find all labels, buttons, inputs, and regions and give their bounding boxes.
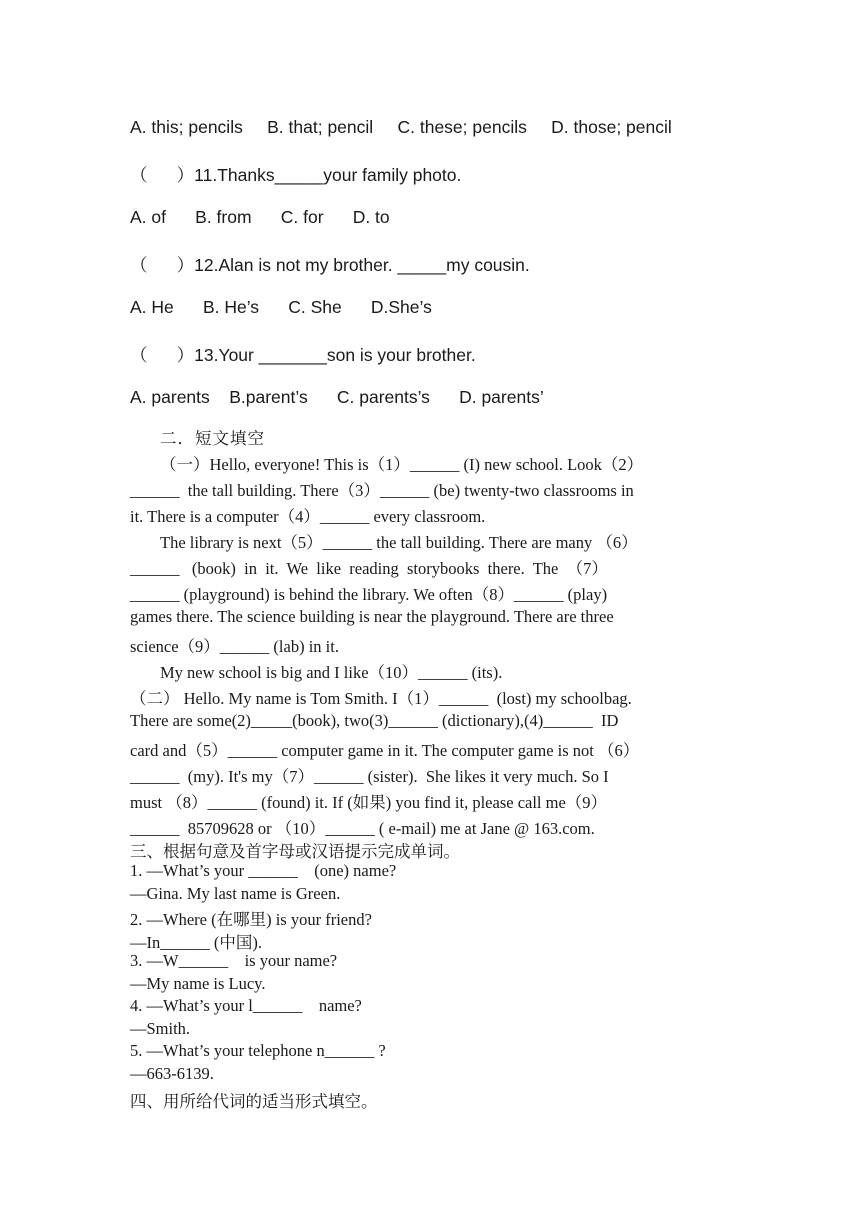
q13-options: A. parents B.parent’s C. parents’s D. parents’ (130, 387, 544, 407)
passage2-line: ______ (my). It's my（7）______ (sister). She likes it very much. So I (130, 767, 609, 786)
passage2-line: （二） Hello. My name is Tom Smith. I（1）______ (lost) my schoolbag. (130, 689, 632, 708)
section2-heading: 二．短文填空 (160, 429, 265, 448)
passage1-line: ______ (book) in it. We like reading storybooks there. The （7） (130, 559, 608, 578)
q12-question: （ ）12.Alan is not my brother. _____my cousin. (130, 255, 530, 275)
passage1-line: ______ (playground) is behind the library. We often（8）______ (play) (130, 585, 608, 604)
q13-question: （ ）13.Your _______son is your brother. (130, 345, 476, 365)
section4-heading: 四、用所给代词的适当形式填空。 (130, 1092, 378, 1111)
q12-options: A. He B. He’s C. She D.She’s (130, 297, 432, 317)
passage1-line: The library is next（5）______ the tall building. There are many （6） (160, 533, 638, 552)
passage1-line: science（9）______ (lab) in it. (130, 637, 339, 656)
q11-question: （ ）11.Thanks_____your family photo. (130, 165, 462, 185)
section3-line: 5. —What’s your telephone n______ ? (130, 1041, 386, 1060)
passage1-line: games there. The science building is near the playground. There are three (130, 607, 614, 626)
passage2-line: card and（5）______ computer game in it. The computer game is not （6） (130, 741, 640, 760)
section3-line: 4. —What’s your l______ name? (130, 996, 362, 1015)
passage2-line: must （8）______ (found) it. If (如果) you find it, please call me（9） (130, 793, 608, 812)
section3-line: —In______ (中国). (130, 933, 262, 952)
section3-line: —663-6139. (130, 1064, 214, 1083)
passage2-line: ______ 85709628 or （10）______ ( e-mail) me at Jane @ 163.com. (130, 819, 595, 838)
passage1-line: My new school is big and I like（10）______ (its). (160, 663, 503, 682)
q10-options: A. this; pencils B. that; pencil C. these; pencils D. those; pencil (130, 117, 672, 137)
section3-heading: 三、根据句意及首字母或汉语提示完成单词。 (130, 842, 460, 861)
section3-line: —My name is Lucy. (130, 974, 266, 993)
section3-line: 3. —W______ is your name? (130, 951, 338, 970)
passage1-line: ______ the tall building. There（3）______ (be) twenty-two classrooms in (130, 481, 634, 500)
section3-line: 1. —What’s your ______ (one) name? (130, 861, 397, 880)
q11-options: A. of B. from C. for D. to (130, 207, 390, 227)
section3-line: —Gina. My last name is Green. (130, 884, 341, 903)
section3-line: —Smith. (130, 1019, 191, 1038)
passage2-line: There are some(2)_____(book), two(3)______ (dictionary),(4)______ ID (130, 711, 619, 730)
passage1-line: it. There is a computer（4）______ every classroom. (130, 507, 486, 526)
passage1-line: （一）Hello, everyone! This is（1）______ (I) new school. Look（2） (160, 455, 644, 474)
section3-line: 2. —Where (在哪里) is your friend? (130, 910, 372, 929)
